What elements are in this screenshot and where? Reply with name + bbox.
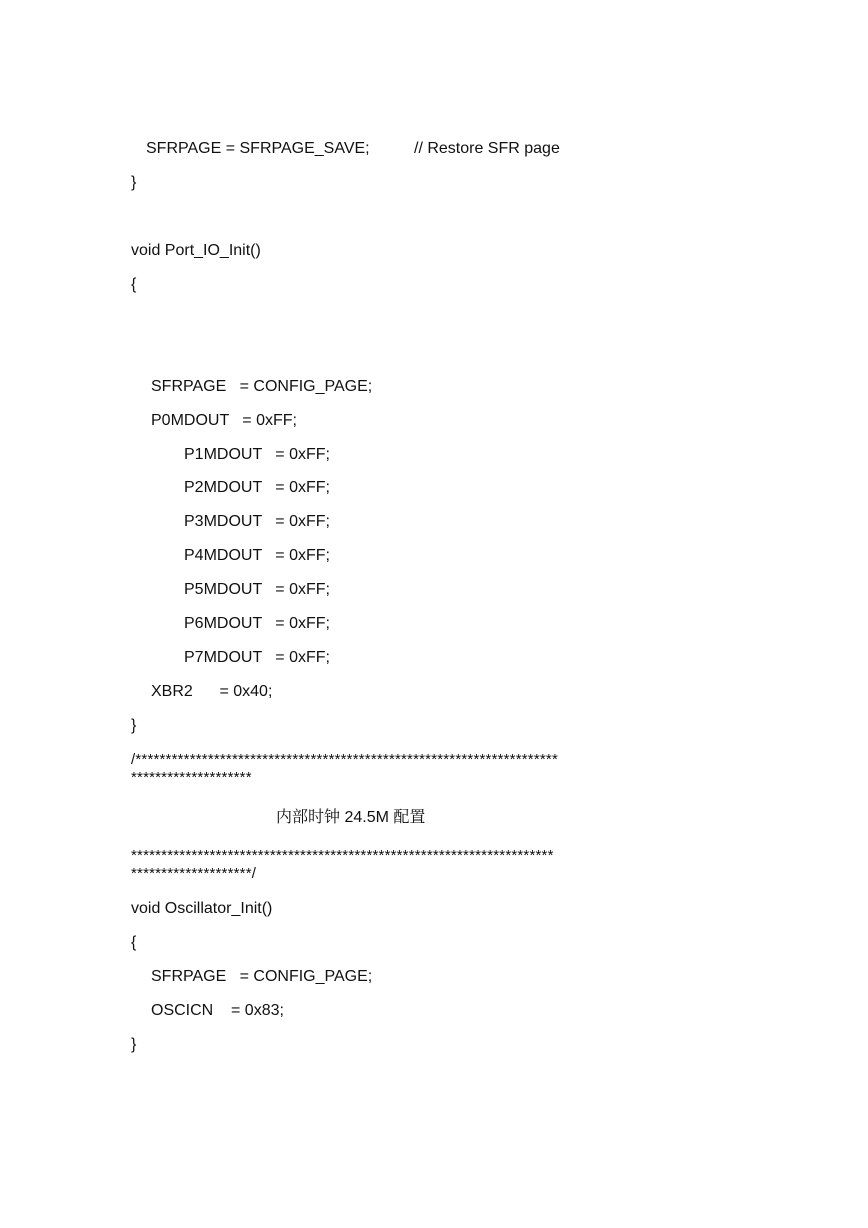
code-line-p0mdout: P0MDOUT = 0xFF; [151,412,297,429]
code-open-brace: { [131,934,137,951]
code-line-p3mdout: P3MDOUT = 0xFF; [184,513,330,530]
code-close-brace: } [131,1036,137,1053]
comment-title: 内部时钟 24.5M 配置 [276,809,426,826]
code-comment-restore: // Restore SFR page [414,140,560,157]
comment-border-top: /********************************************************************** [131,751,558,768]
comment-border-bottom-continued: ********************/ [131,865,257,882]
code-line-sfrpage-config: SFRPAGE = CONFIG_PAGE; [151,968,373,985]
code-line-p6mdout: P6MDOUT = 0xFF; [184,615,330,632]
code-line-xbr2: XBR2 = 0x40; [151,683,273,700]
code-open-brace: { [131,276,137,293]
code-function-declaration: void Oscillator_Init() [131,900,273,917]
code-line-p2mdout: P2MDOUT = 0xFF; [184,479,330,496]
code-line-sfrpage-restore: SFRPAGE = SFRPAGE_SAVE; [146,140,370,157]
code-line-p7mdout: P7MDOUT = 0xFF; [184,649,330,666]
code-close-brace: } [131,174,137,191]
code-line-p4mdout: P4MDOUT = 0xFF; [184,547,330,564]
code-line-p1mdout: P1MDOUT = 0xFF; [184,446,330,463]
code-close-brace: } [131,717,137,734]
code-line-p5mdout: P5MDOUT = 0xFF; [184,581,330,598]
code-line-sfrpage-config: SFRPAGE = CONFIG_PAGE; [151,378,373,395]
code-line-oscicn: OSCICN = 0x83; [151,1002,284,1019]
comment-border-top-continued: ******************** [131,769,252,786]
comment-border-bottom: ********************************************************************** [131,847,554,864]
code-function-declaration: void Port_IO_Init() [131,242,261,259]
